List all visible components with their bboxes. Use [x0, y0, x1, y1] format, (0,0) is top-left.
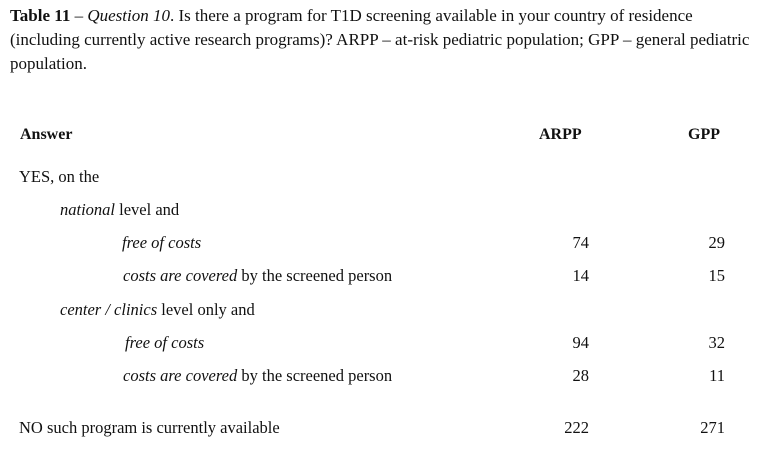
center-covered-arpp: 28	[572, 366, 589, 385]
national-covered-em: costs are covered	[123, 266, 238, 285]
national-covered-arpp: 14	[572, 266, 589, 285]
center-covered-gpp: 11	[709, 366, 725, 385]
no-gpp: 271	[700, 418, 725, 437]
caption-text: . Is there a program for T1D screening available in your country of residence (including currently active research programs)? ARPP – at-risk pediatric population; GPP – general pediatric population.	[10, 6, 750, 73]
header-answer: Answer	[20, 126, 73, 143]
national-free-gpp: 29	[708, 233, 725, 252]
national-covered-rest: by the screened person	[237, 266, 393, 285]
national-free-label: free of costs	[122, 233, 202, 252]
table-caption	[10, 4, 750, 76]
center-free-label: free of costs	[125, 333, 205, 352]
national-covered-gpp: 15	[708, 266, 725, 285]
center-em: center / clinics	[60, 300, 158, 319]
table-label: Table 11	[10, 6, 71, 25]
row-yes: YES, on the	[19, 167, 100, 186]
center-covered-em: costs are covered	[123, 366, 238, 385]
national-em: national	[60, 200, 116, 219]
center-free-gpp: 32	[708, 333, 725, 352]
row-national-covered	[123, 266, 392, 286]
row-national	[60, 200, 179, 220]
header-gpp: GPP	[688, 126, 720, 143]
row-center	[60, 300, 255, 320]
row-no: NO such program is currently available	[19, 418, 280, 437]
header-arpp: ARPP	[539, 126, 582, 143]
no-arpp: 222	[564, 418, 589, 437]
row-center-covered	[123, 366, 392, 386]
national-free-arpp: 74	[572, 233, 589, 252]
center-rest: level only and	[157, 300, 255, 319]
row-national-free	[122, 233, 201, 253]
center-covered-rest: by the screened person	[237, 366, 393, 385]
row-center-free	[125, 333, 204, 353]
national-rest: level and	[115, 200, 180, 219]
question-label: Question 10	[87, 6, 170, 25]
center-free-arpp: 94	[572, 333, 589, 352]
caption-dash: –	[70, 6, 88, 25]
